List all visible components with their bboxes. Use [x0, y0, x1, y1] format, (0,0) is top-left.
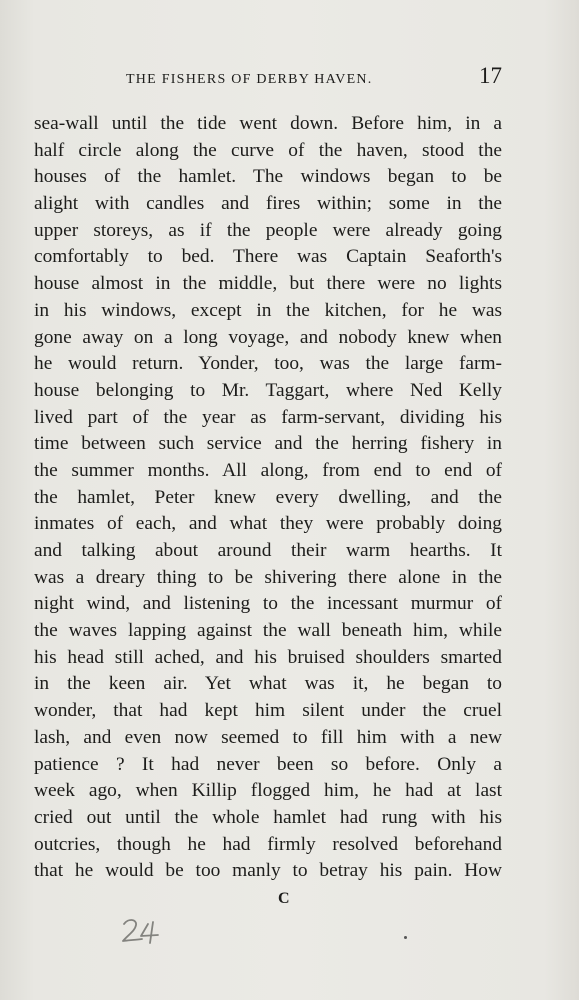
text-line: house almost in the middle, but there were no lights: [34, 273, 502, 295]
text-line: cried out until the whole hamlet had rung with his: [34, 806, 502, 828]
text-line: the hamlet, Peter knew every dwelling, and the: [34, 486, 502, 508]
text-line: week ago, when Killip flogged him, he had at last: [34, 780, 502, 802]
paper-speck: [404, 936, 407, 939]
text-line: the summer months. All along, from end to end of: [34, 459, 502, 481]
text-line: his head still ached, and his bruised shoulders smarted: [34, 646, 502, 668]
text-line: that he would be too manly to betray his pain. How: [34, 860, 502, 882]
text-line: was a dreary thing to be shivering there alone in the: [34, 566, 502, 588]
text-line: comfortably to bed. There was Captain Seaforth's: [34, 246, 502, 268]
text-line: half circle along the curve of the haven, stood the: [34, 139, 502, 161]
text-line: gone away on a long voyage, and nobody knew when: [34, 326, 502, 348]
text-line: wonder, that had kept him silent under the cruel: [34, 700, 502, 722]
signature-mark: C: [278, 890, 290, 907]
text-line: he would return. Yonder, too, was the large farm-: [34, 353, 502, 375]
running-head: [34, 64, 502, 96]
handwritten-page-number: [118, 914, 168, 948]
page-number: 17: [479, 63, 502, 88]
text-line: sea-wall until the tide went down. Before him, in a: [34, 113, 502, 134]
body-text: [34, 111, 502, 885]
text-line: inmates of each, and what they were probably doing: [34, 513, 502, 535]
text-line: lived part of the year as farm-servant, dividing his: [34, 406, 502, 428]
text-line: lash, and even now seemed to fill him with a new: [34, 726, 502, 748]
text-line: night wind, and listening to the incessant murmur of: [34, 593, 502, 615]
text-line: patience ? It had never been so before. Only a: [34, 753, 502, 775]
text-line: outcries, though he had firmly resolved beforehand: [34, 833, 502, 855]
text-line: houses of the hamlet. The windows began to be: [34, 166, 502, 188]
text-line: and talking about around their warm hearths. It: [34, 540, 502, 561]
running-title: THE FISHERS OF DERBY HAVEN.: [126, 72, 373, 87]
text-line: in his windows, except in the kitchen, for he was: [34, 299, 502, 321]
text-line: upper storeys, as if the people were already going: [34, 219, 502, 241]
text-line: in the keen air. Yet what was it, he began to: [34, 673, 502, 695]
text-line: house belonging to Mr. Taggart, where Ned Kelly: [34, 379, 502, 401]
text-line: alight with candles and fires within; some in the: [34, 193, 502, 215]
text-line: time between such service and the herring fishery in: [34, 433, 502, 455]
text-line: the waves lapping against the wall beneath him, while: [34, 620, 502, 642]
